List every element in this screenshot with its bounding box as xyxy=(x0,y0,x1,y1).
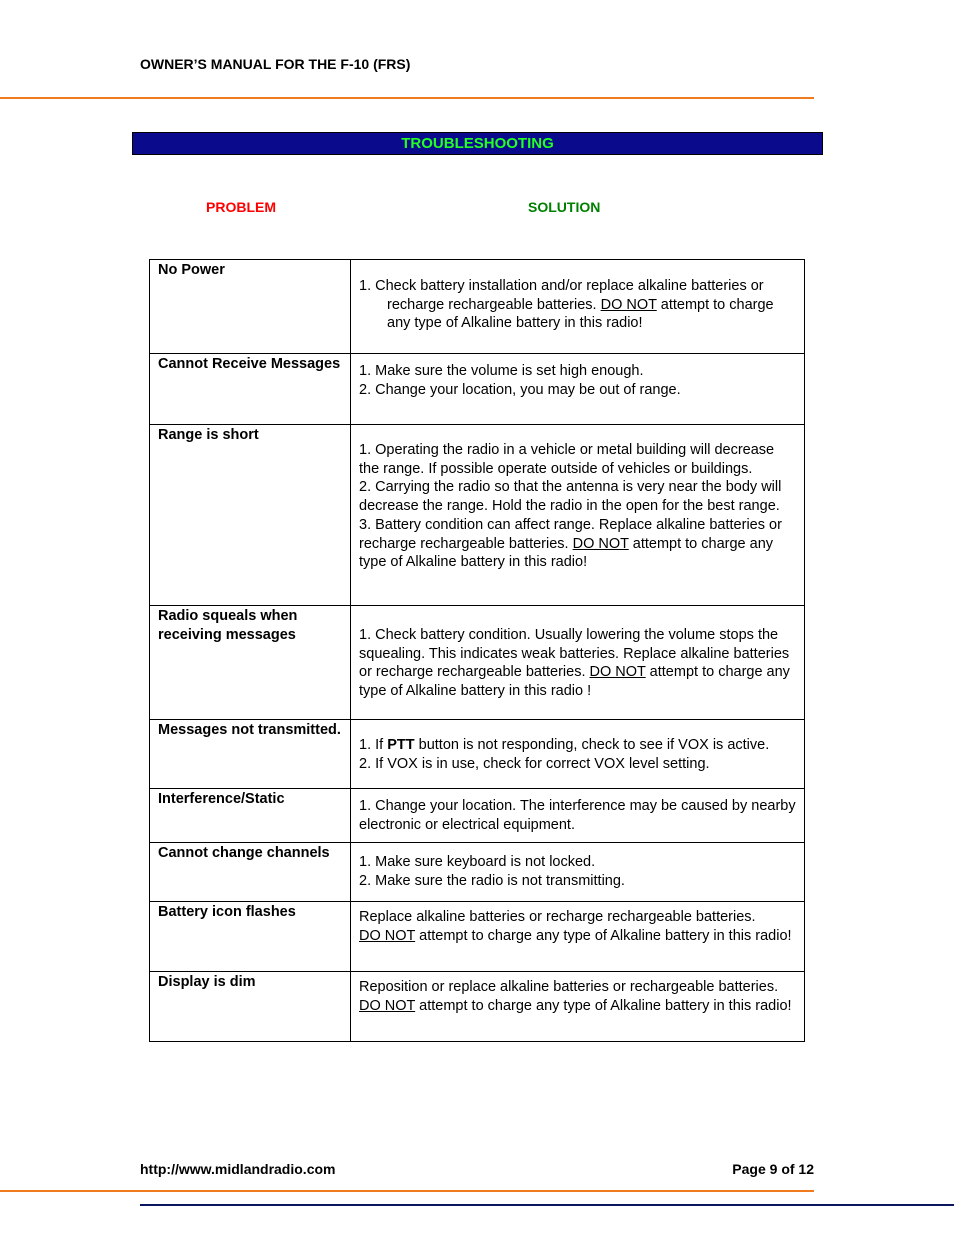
table-row xyxy=(150,720,805,789)
problem-cell: Interference/Static xyxy=(150,789,351,843)
header-orange-rule xyxy=(0,97,814,99)
problem-cell: Range is short xyxy=(150,425,351,606)
table-row xyxy=(150,843,805,902)
do-not-warning: DO NOT xyxy=(572,535,629,552)
solution-cell xyxy=(351,902,805,972)
solution-cell xyxy=(351,606,805,720)
solution-item xyxy=(359,260,798,333)
solution-cell xyxy=(351,425,805,606)
problem-cell: Display is dim xyxy=(150,972,351,1042)
solution-item: 1. Make sure keyboard is not locked. xyxy=(359,854,596,870)
footer-navy-rule xyxy=(140,1204,954,1206)
solution-item: 1. Change your location. The interference may be caused by nearby electronic or electrical equipment. xyxy=(359,798,796,833)
problem-cell: Battery icon flashes xyxy=(150,902,351,972)
table-row xyxy=(150,606,805,720)
problem-column-heading: PROBLEM xyxy=(206,199,276,215)
problem-cell: Cannot change channels xyxy=(150,843,351,902)
table-row xyxy=(150,972,805,1042)
solution-text: 1. If xyxy=(359,737,388,753)
problem-cell: Cannot Receive Messages xyxy=(150,354,351,425)
do-not-warning: DO NOT xyxy=(600,296,657,313)
solution-cell xyxy=(351,260,805,354)
table-row xyxy=(150,354,805,425)
ptt-label: PTT xyxy=(387,737,415,753)
solution-text: 3. Battery condition can affect range. Replace alkaline batteries or recharge rechargeable batteries. xyxy=(359,516,782,552)
table-row xyxy=(150,425,805,606)
problem-cell: Radio squeals when receiving messages xyxy=(150,606,351,720)
solution-text: 1. Check battery installation and/or replace alkaline batteries or recharge rechargeable batteries. xyxy=(359,278,764,313)
solution-text: button is not responding, check to see if VOX is active. xyxy=(414,737,770,753)
solution-item: Reposition or replace alkaline batteries or rechargeable batteries. xyxy=(359,979,779,995)
solution-item: 2. Make sure the radio is not transmitting. xyxy=(359,872,625,889)
solution-item: 2. Carrying the radio so that the antenna is very near the body will decrease the range. Hold the radio in the open for the best range. xyxy=(359,479,782,515)
do-not-warning: DO NOT xyxy=(359,997,416,1014)
solution-text: attempt to charge any type of Alkaline battery in this radio! xyxy=(387,296,774,332)
solution-item xyxy=(359,606,798,701)
problem-cell: No Power xyxy=(150,260,351,354)
solution-cell xyxy=(351,354,805,425)
do-not-warning: DO NOT xyxy=(359,927,416,944)
table-row xyxy=(150,902,805,972)
footer-page-number: Page 9 of 12 xyxy=(732,1161,814,1177)
solution-column-heading: SOLUTION xyxy=(528,199,601,215)
solution-item: 2. If VOX is in use, check for correct VOX level setting. xyxy=(359,755,710,772)
solution-item: Replace alkaline batteries or recharge rechargeable batteries. xyxy=(359,909,756,925)
solution-text: attempt to charge any type of Alkaline battery in this radio! xyxy=(415,997,792,1014)
table-row xyxy=(150,260,805,354)
solution-item xyxy=(359,927,798,946)
document-header-title: OWNER’S MANUAL FOR THE F-10 (FRS) xyxy=(140,56,411,72)
solution-cell xyxy=(351,720,805,789)
solution-text: attempt to charge any type of Alkaline battery in this radio ! xyxy=(359,664,790,700)
do-not-warning: DO NOT xyxy=(589,664,646,681)
section-title-bar: TROUBLESHOOTING xyxy=(132,132,823,155)
troubleshooting-table xyxy=(149,259,805,1042)
solution-item: 1. Make sure the volume is set high enough. xyxy=(359,363,644,379)
solution-cell xyxy=(351,789,805,843)
solution-text: attempt to charge any type of Alkaline battery in this radio! xyxy=(415,927,792,944)
solution-item: 2. Change your location, you may be out of range. xyxy=(359,381,681,398)
solution-text: 1. Check battery condition. Usually lowering the volume stops the squealing. This indicates weak batteries. Replace alkaline batteries or recharge rechargeable batteries. xyxy=(359,627,790,681)
solution-item xyxy=(359,516,798,572)
solution-item xyxy=(359,720,798,755)
solution-item xyxy=(359,997,798,1016)
solution-cell xyxy=(351,972,805,1042)
solution-cell xyxy=(351,843,805,902)
footer-orange-rule xyxy=(0,1190,814,1192)
solution-text: attempt to charge any type of Alkaline battery in this radio! xyxy=(359,535,774,571)
table-row xyxy=(150,789,805,843)
footer-website-link[interactable]: http://www.midlandradio.com xyxy=(140,1161,336,1177)
problem-cell: Messages not transmitted. xyxy=(150,720,351,789)
solution-item: 1. Operating the radio in a vehicle or metal building will decrease the range. If possible operate outside of vehicles or buildings. xyxy=(359,442,775,477)
